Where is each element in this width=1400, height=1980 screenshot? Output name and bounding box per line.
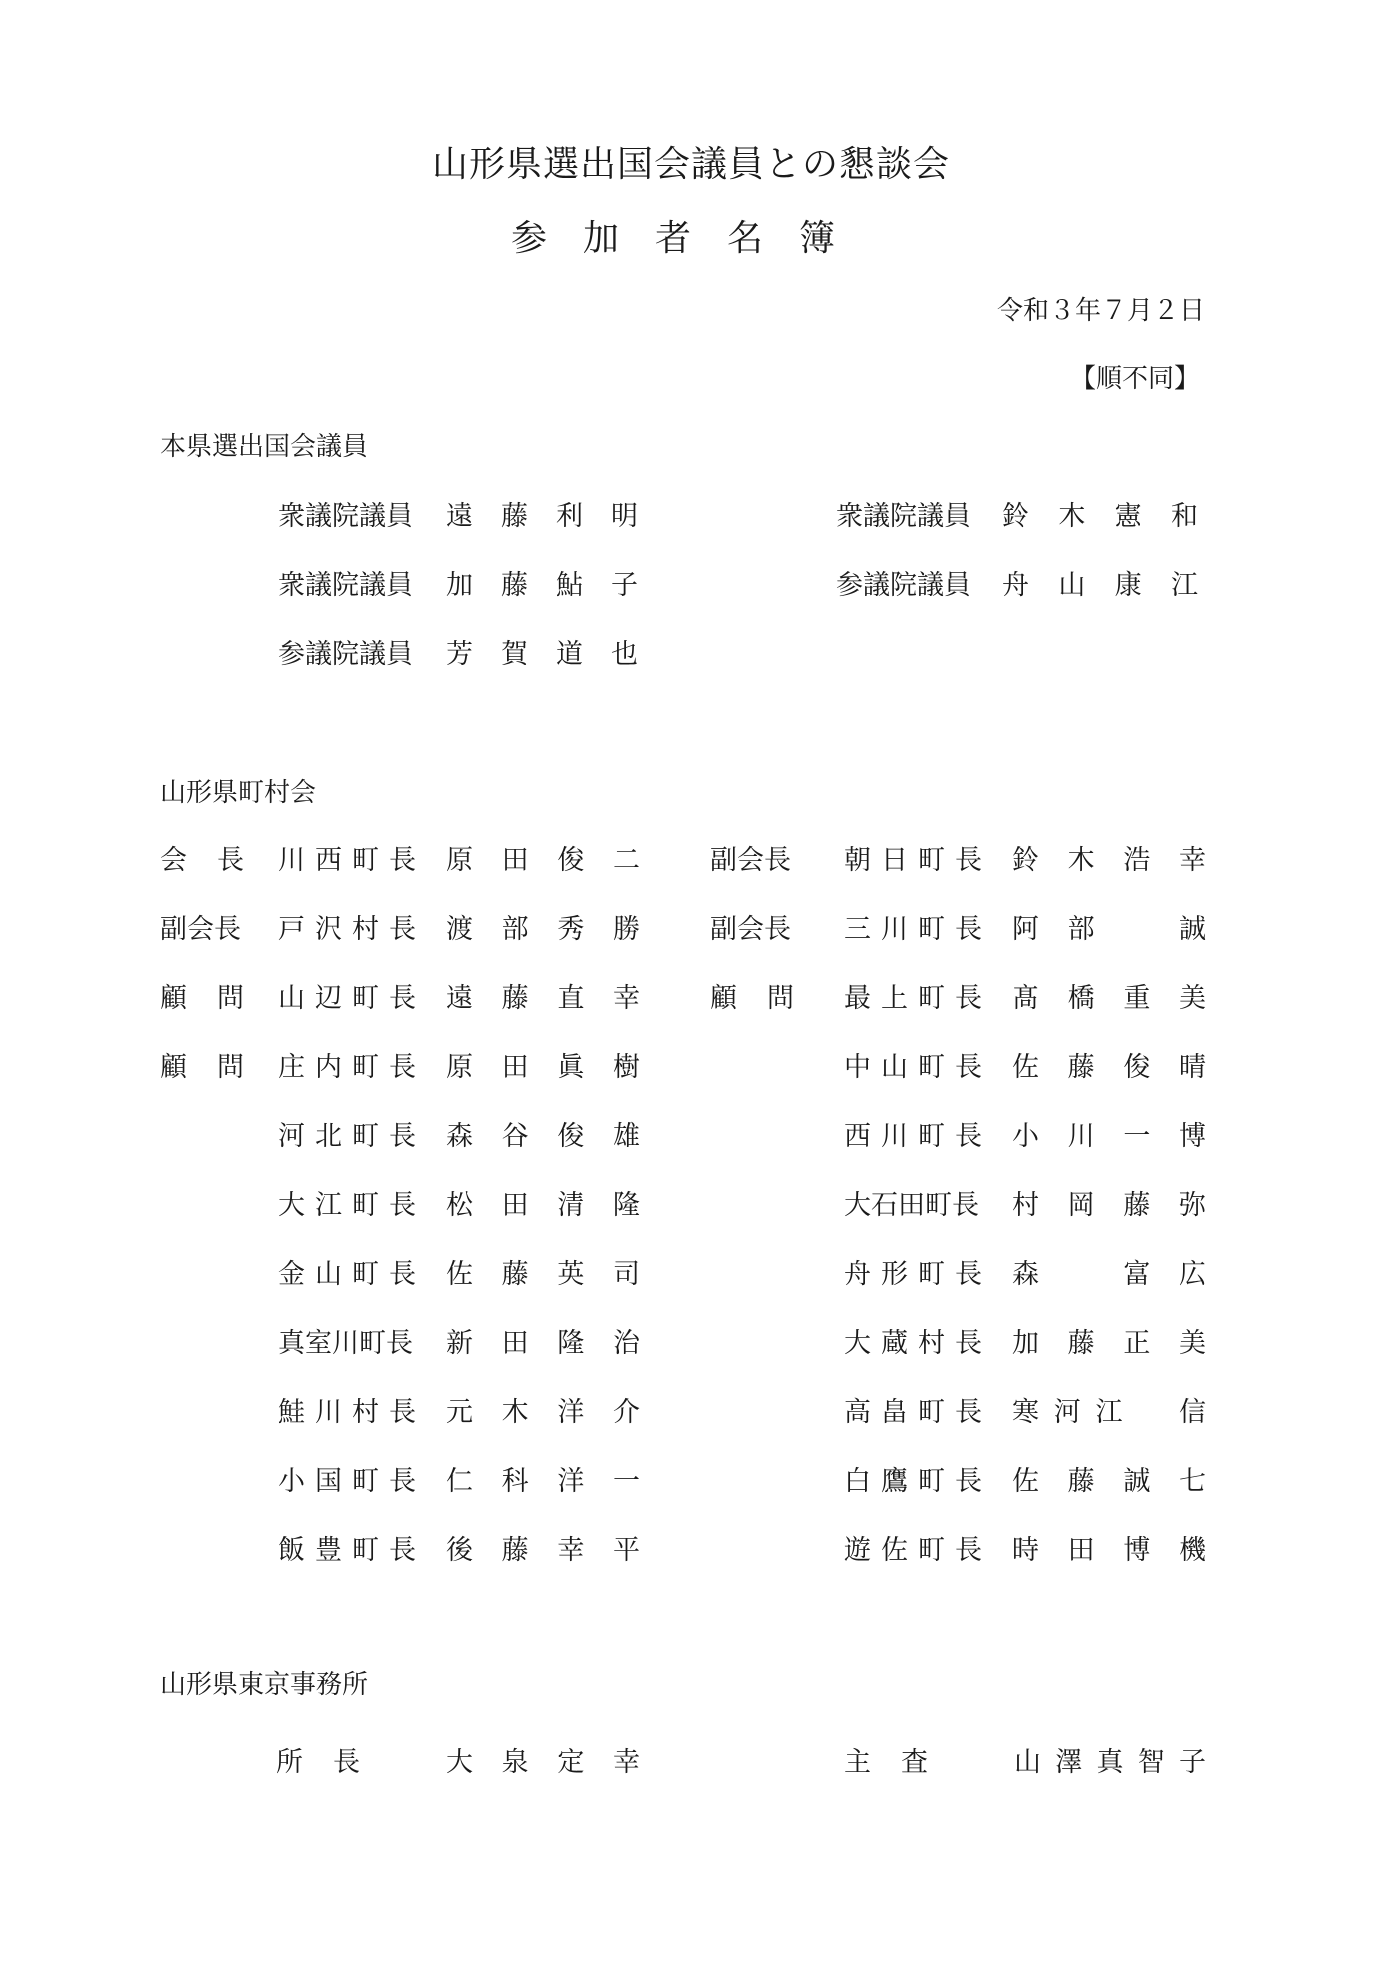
member-post: 小 国 町 長 bbox=[278, 1466, 416, 1497]
diet-member-row bbox=[0, 563, 1400, 603]
member-name: 渡 部 秀 勝 bbox=[446, 914, 640, 945]
member-name: 鈴 木 憲 和 bbox=[1002, 501, 1198, 532]
town-village-row bbox=[0, 838, 1400, 878]
member-name: 村 岡 藤 弥 bbox=[1012, 1190, 1206, 1221]
member-name: 加 藤 鮎 子 bbox=[446, 570, 638, 601]
member-post: 大石田町長 bbox=[844, 1190, 979, 1221]
town-village-row bbox=[0, 1390, 1400, 1430]
document-subtitle: 参加者名簿 bbox=[510, 218, 871, 259]
member-name: 佐 藤 誠 七 bbox=[1012, 1466, 1206, 1497]
member-post: 白 鷹 町 長 bbox=[844, 1466, 982, 1497]
town-village-row bbox=[0, 1114, 1400, 1154]
member-post: 河 北 町 長 bbox=[278, 1121, 416, 1152]
order-note: 【順不同】 bbox=[1069, 364, 1200, 394]
member-role: 副会長 bbox=[710, 914, 791, 945]
member-post: 飯 豊 町 長 bbox=[278, 1535, 416, 1566]
member-role: 顧 問 bbox=[160, 1052, 244, 1083]
member-role: 顧 問 bbox=[710, 983, 794, 1014]
member-name: 阿 部 誠 bbox=[1012, 914, 1206, 945]
member-name: 時 田 博 機 bbox=[1012, 1535, 1206, 1566]
member-name: 森 富 広 bbox=[1012, 1259, 1206, 1290]
member-name: 遠 藤 直 幸 bbox=[446, 983, 640, 1014]
member-name: 佐 藤 英 司 bbox=[446, 1259, 640, 1290]
member-post: 鮭 川 村 長 bbox=[278, 1397, 416, 1428]
member-post: 高 畠 町 長 bbox=[844, 1397, 982, 1428]
member-post: 舟 形 町 長 bbox=[844, 1259, 982, 1290]
member-post: 金 山 町 長 bbox=[278, 1259, 416, 1290]
member-role: 顧 問 bbox=[160, 983, 244, 1014]
member-post: 中 山 町 長 bbox=[844, 1052, 982, 1083]
member-name: 舟 山 康 江 bbox=[1002, 570, 1198, 601]
member-post: 真室川町長 bbox=[278, 1328, 413, 1359]
member-role: 副会長 bbox=[710, 845, 791, 876]
tokyo-office-row bbox=[0, 1740, 1400, 1780]
town-village-row bbox=[0, 1459, 1400, 1499]
town-village-row bbox=[0, 907, 1400, 947]
diet-member-row bbox=[0, 494, 1400, 534]
section-heading-town-village-assoc: 山形県町村会 bbox=[160, 778, 317, 808]
member-name: 新 田 隆 治 bbox=[446, 1328, 640, 1359]
town-village-row bbox=[0, 1528, 1400, 1568]
member-name: 仁 科 洋 一 bbox=[446, 1466, 640, 1497]
town-village-row bbox=[0, 1183, 1400, 1223]
member-name: 大 泉 定 幸 bbox=[446, 1747, 640, 1778]
member-post: 最 上 町 長 bbox=[844, 983, 982, 1014]
member-post: 朝 日 町 長 bbox=[844, 845, 982, 876]
member-name: 小 川 一 博 bbox=[1012, 1121, 1206, 1152]
member-post: 山 辺 町 長 bbox=[278, 983, 416, 1014]
section-heading-tokyo-office: 山形県東京事務所 bbox=[160, 1670, 369, 1700]
section-heading-diet-members: 本県選出国会議員 bbox=[160, 432, 369, 462]
member-name: 元 木 洋 介 bbox=[446, 1397, 640, 1428]
member-post: 大 蔵 村 長 bbox=[844, 1328, 982, 1359]
member-post: 西 川 町 長 bbox=[844, 1121, 982, 1152]
member-post: 戸 沢 村 長 bbox=[278, 914, 416, 945]
member-house: 衆議院議員 bbox=[278, 570, 413, 601]
member-role: 会 長 bbox=[160, 845, 244, 876]
member-name: 寒 河 江 信 bbox=[1012, 1397, 1206, 1428]
member-post: 主 査 bbox=[844, 1747, 928, 1778]
member-name: 原 田 俊 二 bbox=[446, 845, 640, 876]
document-date: 令和３年７月２日 bbox=[996, 296, 1205, 326]
town-village-row bbox=[0, 1045, 1400, 1085]
member-name: 山 澤 真 智 子 bbox=[1014, 1747, 1206, 1778]
member-house: 衆議院議員 bbox=[836, 501, 971, 532]
member-name: 原 田 眞 樹 bbox=[446, 1052, 640, 1083]
town-village-row bbox=[0, 1252, 1400, 1292]
member-post: 大 江 町 長 bbox=[278, 1190, 416, 1221]
town-village-row bbox=[0, 976, 1400, 1016]
member-name: 森 谷 俊 雄 bbox=[446, 1121, 640, 1152]
member-name: 髙 橋 重 美 bbox=[1012, 983, 1206, 1014]
member-name: 後 藤 幸 平 bbox=[446, 1535, 640, 1566]
member-name: 加 藤 正 美 bbox=[1012, 1328, 1206, 1359]
member-post: 遊 佐 町 長 bbox=[844, 1535, 982, 1566]
member-name: 遠 藤 利 明 bbox=[446, 501, 638, 532]
document-title: 山形県選出国会議員との懇談会 bbox=[431, 144, 950, 185]
member-post: 川 西 町 長 bbox=[278, 845, 416, 876]
member-house: 参議院議員 bbox=[278, 639, 413, 670]
member-house: 衆議院議員 bbox=[278, 501, 413, 532]
member-name: 芳 賀 道 也 bbox=[446, 639, 638, 670]
member-post: 庄 内 町 長 bbox=[278, 1052, 416, 1083]
town-village-row bbox=[0, 1321, 1400, 1361]
member-house: 参議院議員 bbox=[836, 570, 971, 601]
member-post: 所 長 bbox=[276, 1747, 360, 1778]
member-post: 三 川 町 長 bbox=[844, 914, 982, 945]
member-role: 副会長 bbox=[160, 914, 241, 945]
member-name: 佐 藤 俊 晴 bbox=[1012, 1052, 1206, 1083]
member-name: 鈴 木 浩 幸 bbox=[1012, 845, 1206, 876]
member-name: 松 田 清 隆 bbox=[446, 1190, 640, 1221]
diet-member-row bbox=[0, 632, 1400, 672]
